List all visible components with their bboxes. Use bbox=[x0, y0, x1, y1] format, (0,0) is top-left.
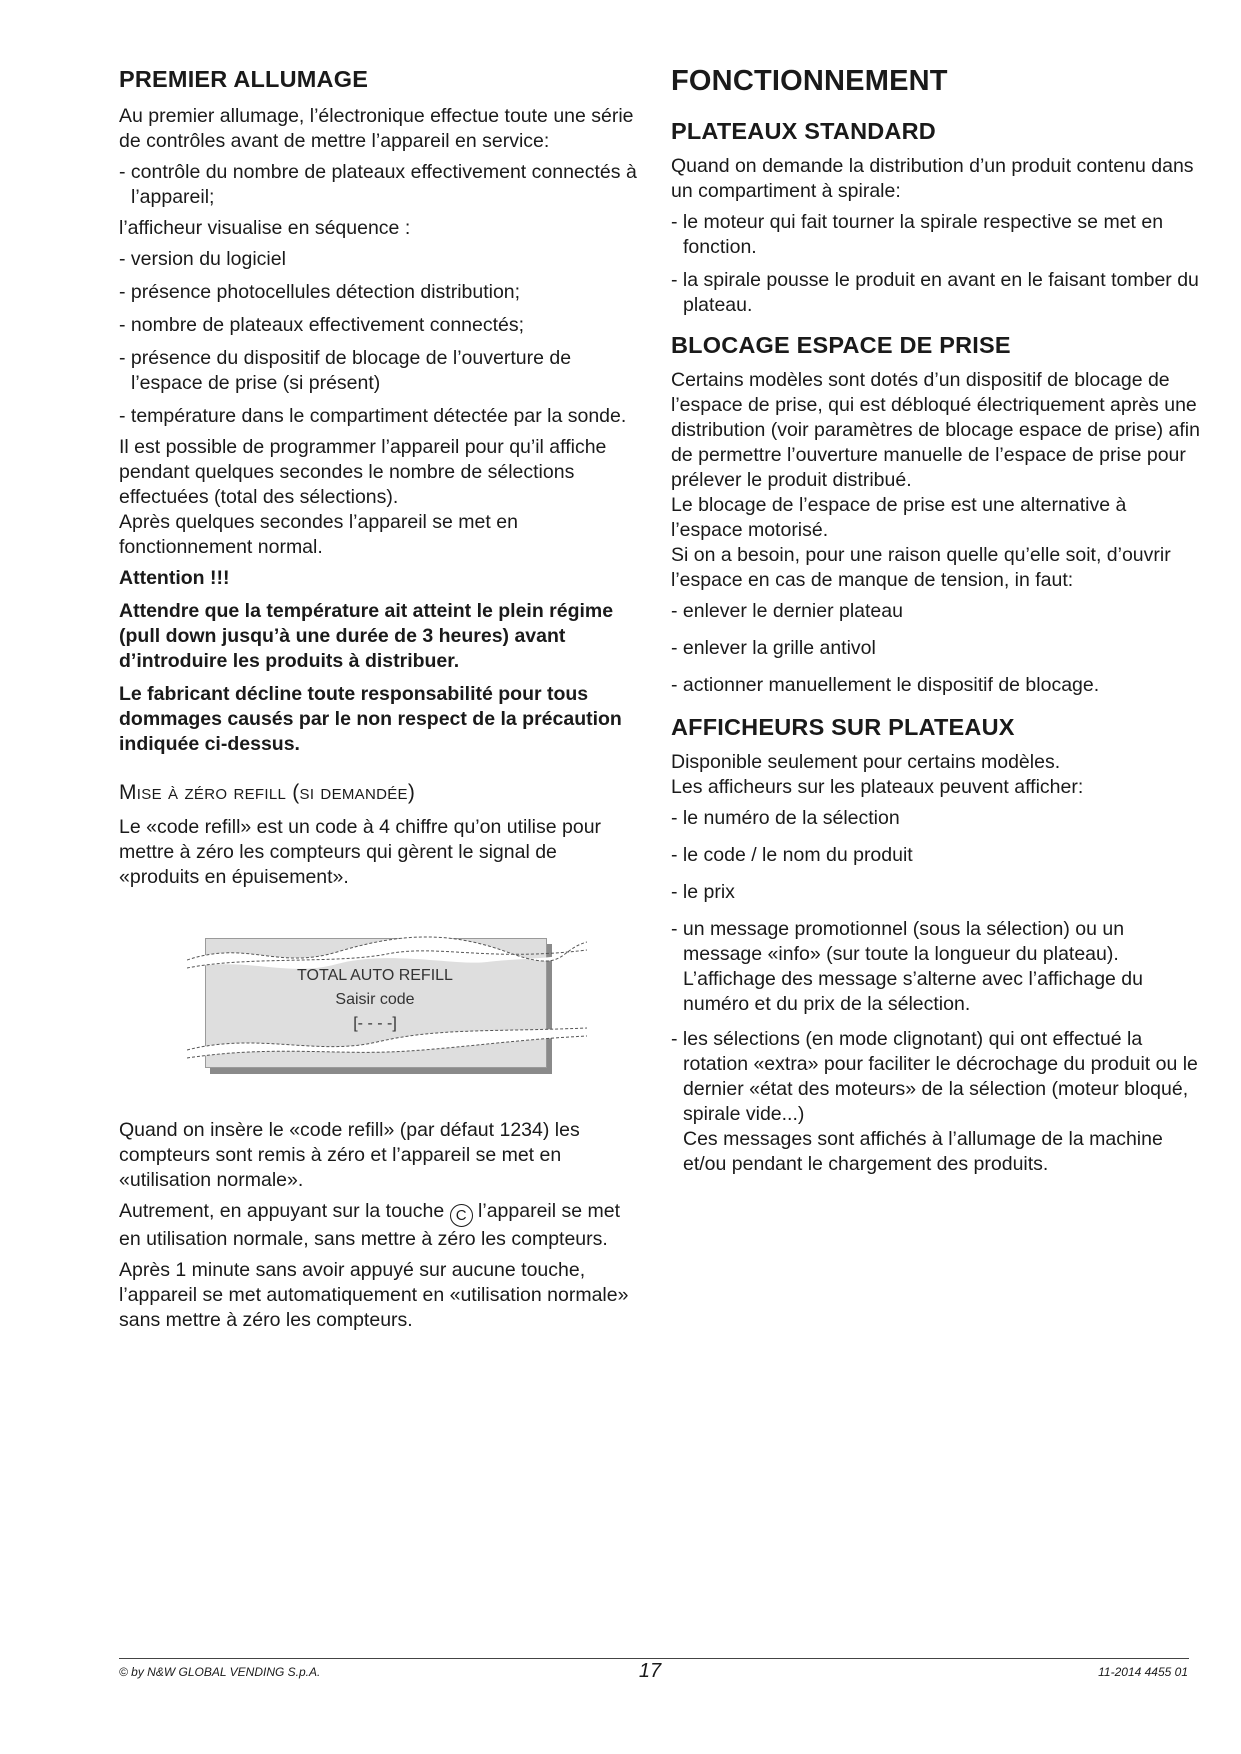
document-code: 11-2014 4455 01 bbox=[1098, 1665, 1188, 1679]
premier-allumage-heading: PREMIER ALLUMAGE bbox=[119, 66, 369, 92]
list-item: - contrôle du nombre de plateaux effectivement connectés à l’appareil; bbox=[119, 161, 637, 208]
plateaux-paragraph: Quand on demande la distribution d’un produit contenu dans un compartiment à spirale: bbox=[671, 155, 1194, 202]
footer-divider bbox=[119, 1658, 1189, 1659]
list-item: - température dans le compartiment détectée par la sonde. bbox=[119, 405, 627, 427]
list-item: - présence photocellules détection distribution; bbox=[119, 281, 521, 303]
c-key-icon: C bbox=[450, 1204, 473, 1227]
displays-paragraph: Les afficheurs sur les plateaux peuvent afficher: bbox=[671, 776, 1084, 798]
right-column bbox=[671, 64, 1201, 1177]
list-item: - nombre de plateaux effectivement connectés; bbox=[119, 314, 525, 336]
display-text bbox=[205, 964, 545, 1036]
list-item: - enlever la grille antivol bbox=[671, 637, 876, 659]
refill-display-figure bbox=[187, 920, 587, 1100]
text-after-key: l’appareil se met en utilisation normale, sans mettre à zéro les compteurs. bbox=[119, 1200, 621, 1250]
list-item: - le moteur qui fait tourner la spirale respective se met en fonction. bbox=[671, 211, 1164, 258]
messages-paragraph: Ces messages sont affichés à l’allumage de la machine et/ou pendant le chargement des produits. bbox=[683, 1128, 1163, 1175]
list-item: - présence du dispositif de blocage de l’ouverture de l’espace de prise (si présent) bbox=[119, 347, 572, 394]
fonctionnement-heading: FONCTIONNEMENT bbox=[671, 65, 948, 97]
afficheurs-heading: AFFICHEURS SUR PLATEAUX bbox=[671, 714, 1015, 740]
warning-paragraph: Attendre que la température ait atteint le plein régime (pull down jusqu’à une durée de 3 heures) avant d’introduire les produits à distribuer. bbox=[119, 600, 614, 672]
list-item: - le prix bbox=[671, 881, 735, 903]
plateaux-standard-heading: PLATEAUX STANDARD bbox=[671, 118, 936, 144]
list-item: - un message promotionnel (sous la sélection) ou un message «info» (sur toute la longueur du plateau). L’affichage des message s’alterne avec l’affichage du numéro et du prix de la sélection. bbox=[671, 918, 1144, 1015]
page-number: 17 bbox=[638, 1660, 662, 1682]
program-paragraph: Il est possible de programmer l’appareil pour qu’il affiche pendant quelques secondes le nombre de sélections effectuées (total des sélections). bbox=[119, 436, 607, 508]
normal-operation-paragraph: Après quelques secondes l’appareil se met en fonctionnement normal. bbox=[119, 511, 518, 558]
tension-paragraph: Si on a besoin, pour une raison quelle qu’elle soit, d’ouvrir l’espace en cas de manque de tension, in faut: bbox=[671, 544, 1171, 591]
display-line-1: TOTAL AUTO REFILL bbox=[297, 967, 453, 984]
list-item: - version du logiciel bbox=[119, 248, 286, 270]
list-item: - le code / le nom du produit bbox=[671, 844, 913, 866]
list-item: - les sélections (en mode clignotant) qui ont effectué la rotation «extra» pour faciliter le décrochage du produit ou le dernier «état des moteurs» de la sélection (moteur bloqué, spirale vide...) bbox=[671, 1028, 1198, 1125]
refill-code-paragraph: Quand on insère le «code refill» (par défaut 1234) les compteurs sont remis à zéro et l’appareil se met en «utilisation normale». bbox=[119, 1119, 580, 1191]
intro-paragraph: Au premier allumage, l’électronique effectue toute une série de contrôles avant de mettre l’appareil en service: bbox=[119, 105, 634, 152]
blocage-heading: BLOCAGE ESPACE DE PRISE bbox=[671, 332, 1011, 358]
sequence-paragraph: l’afficheur visualise en séquence : bbox=[119, 217, 411, 239]
availability-paragraph: Disponible seulement pour certains modèles. bbox=[671, 751, 1061, 773]
refill-heading: Mise à zéro refill (si demandée) bbox=[119, 781, 416, 804]
key-c-paragraph bbox=[119, 1199, 639, 1252]
disclaimer-paragraph: Le fabricant décline toute responsabilité pour tous dommages causés par le non respect de la précaution indiquée ci-dessus. bbox=[119, 683, 622, 755]
attention-label: Attention !!! bbox=[119, 567, 230, 589]
refill-paragraph: Le «code refill» est un code à 4 chiffre qu’on utilise pour mettre à zéro les compteurs qui gèrent le signal de «produits en épuisement». bbox=[119, 816, 602, 888]
blocage-paragraph: Certains modèles sont dotés d’un dispositif de blocage de l’espace de prise, qui est débloqué électriquement après une distribution (voir paramètres de blocage espace de prise) afin de permettre l’ouverture manuelle de l’espace de prise pour prélever le produit distribué. bbox=[671, 369, 1200, 491]
display-line-3: [- - - -] bbox=[353, 1015, 397, 1032]
display-line-2: Saisir code bbox=[335, 991, 415, 1008]
list-item: - la spirale pousse le produit en avant en le faisant tomber du plateau. bbox=[671, 269, 1199, 316]
alternative-paragraph: Le blocage de l’espace de prise est une alternative à l’espace motorisé. bbox=[671, 494, 1127, 541]
list-item: - le numéro de la sélection bbox=[671, 807, 900, 829]
left-column bbox=[119, 64, 639, 1333]
timeout-paragraph: Après 1 minute sans avoir appuyé sur aucune touche, l’appareil se met automatiquement en «utilisation normale» sans mettre à zéro les compteurs. bbox=[119, 1259, 629, 1331]
list-item: - enlever le dernier plateau bbox=[671, 600, 903, 622]
list-item: - actionner manuellement le dispositif de blocage. bbox=[671, 674, 1100, 696]
copyright-text: © by N&W GLOBAL VENDING S.p.A. bbox=[119, 1665, 321, 1679]
text-before-key: Autrement, en appuyant sur la touche bbox=[119, 1200, 450, 1222]
